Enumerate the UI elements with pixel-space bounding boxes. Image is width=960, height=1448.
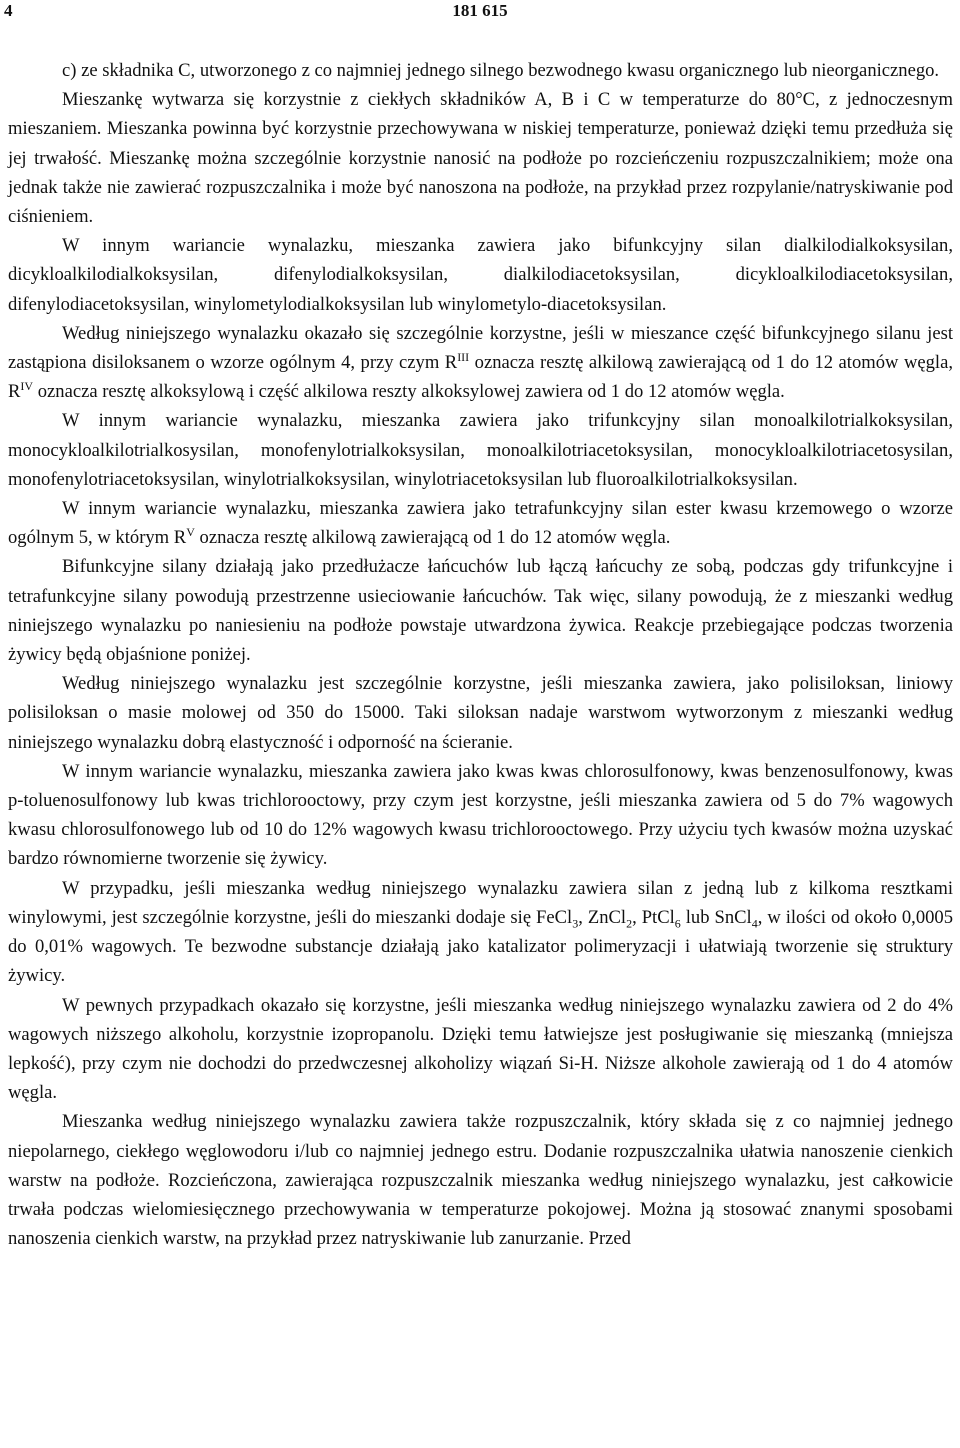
- paragraph: Według niniejszego wynalazku okazało się szczególnie korzystne, jeśli w mieszance część bifunkcyjnego silanu jest zastąpiona disiloksanem o wzorze ogólnym 4, przy czym $R^{III}$ oznacza resztę alkilową zawierającą od 1 do 12 atomów węgla, $R^{IV}$ oznacza resztę alkoksylową i część alkilowa reszty alkoksylowej zawiera od 1 do 12 atomów węgla.: [8, 322, 953, 403]
- body-text: [8, 56, 953, 1253]
- paragraph: Mieszankę wytwarza się korzystnie z ciekłych składników A, B i C w temperaturze do 80°C, z jednoczesnym mieszaniem. Mieszanka powinna być korzystnie przechowywana w niskiej temperaturze, ponieważ dzięki temu przedłuża się jej trwałość. Mieszankę można szczególnie korzystnie nanosić na podłoże po rozcieńczeniu rozpuszczalnikiem; może ona jednak także nie zawierać rozpuszczalnika i może być nanoszona na podłoże, na przykład przez rozpylanie/natryskiwanie pod ciśnieniem.: [8, 89, 953, 228]
- page-number: 4: [4, 1, 13, 20]
- paragraph: W innym wariancie wynalazku, mieszanka zawiera jako kwas kwas chlorosulfonowy, kwas benzenosulfonowy, kwas p-toluenosulfonowy lub kwas trichlorooctowy, przy czym jest korzystne, jeśli mieszanka zawiera od 5 do 7% wagowych kwasu chlorosulfonowego lub od 10 do 12% wagowych kwasu trichlorooctowego. Przy użyciu tych kwasów można uzyskać bardzo równomierne tworzenie się żywicy.: [8, 760, 953, 870]
- paragraph: W innym wariancie wynalazku, mieszanka zawiera jako bifunkcyjny silan dialkilodialkoksysilan, dicykloalkilodialkoksysilan, difenylodialkoksysilan, dialkilodiacetoksysilan, dicykloalkilodiacetoksysilan, difenylodiacetoksysilan, winylometylodialkoksysilan lub winylometylo-diacetoksysilan.: [8, 235, 953, 315]
- paragraph: c) ze składnika C, utworzonego z co najmniej jednego silnego bezwodnego kwasu organicznego lub nieorganicznego.: [62, 60, 940, 81]
- paragraph: W innym wariancie wynalazku, mieszanka zawiera jako trifunkcyjny silan monoalkilotrialkoksysilan, monocykloalkilotrialkosysilan, monofenylotrialkoksysilan, monoalkilotriacetoksysilan, monocykloalkilotriacetosysilan, monofenylotriacetoksysilan, winylotrialkoksysilan, winylotriacetoksysilan lub fluoroalkilotrialkoksysilan.: [8, 410, 953, 490]
- paragraph: Według niniejszego wynalazku jest szczególnie korzystne, jeśli mieszanka zawiera, jako polisiloksan, liniowy polisiloksan o masie molowej od 350 do 15000. Taki siloksan nadaje warstwom wytworzonym z mieszanki według niniejszego wynalazku dobrą elastyczność i odporność na ścieranie.: [8, 673, 953, 753]
- paragraph: W innym wariancie wynalazku, mieszanka zawiera jako tetrafunkcyjny silan ester kwasu krzemowego o wzorze ogólnym 5, w którym $R^V$ oznacza resztę alkilową zawierającą od 1 do 12 atomów węgla.: [8, 498, 953, 549]
- document-number: 181 615: [452, 1, 508, 20]
- paragraph: Mieszanka według niniejszego wynalazku zawiera także rozpuszczalnik, który składa się z co najmniej jednego niepolarnego, ciekłego węglowodoru i/lub co najmniej jednego estru. Dodanie rozpuszczalnika ułatwia nanoszenie cienkich warstw na podłoże. Rozcieńczona, zawierająca rozpuszczalnik mieszanka według niniejszego wynalazku, jest całkowicie trwała podczas wielomiesięcznego przechowywania w temperaturze pokojowej. Można ją stosować znanymi sposobami nanoszenia cienkich warstw, na przykład przez natryskiwanie lub zanurzanie. Przed: [8, 1111, 953, 1250]
- paragraph: Bifunkcyjne silany działają jako przedłużacze łańcuchów lub łączą łańcuchy ze sobą, podczas gdy trifunkcyjne i tetrafunkcyjne silany powodują przestrzenne usieciowanie łańcuchów. Tak więc, silany powodują, że z mieszanki według niniejszego wynalazku po naniesieniu na podłoże powstaje utwardzona żywica. Reakcje przebiegające podczas tworzenia żywicy będą objaśnione poniżej.: [8, 556, 953, 666]
- paragraph: W przypadku, jeśli mieszanka według niniejszego wynalazku zawiera silan z jedną lub z kilkoma resztkami winylowymi, jest szczególnie korzystne, jeśli do mieszanki dodaje się FeCl$_3$, ZnCl$_2$, PtCl$_6$ lub SnCl$_4$, w ilości od około 0,0005 do 0,01% wagowych. Te bezwodne substancje działają jako katalizator polimeryzacji i ułatwiają tworzenie się struktury żywicy.: [8, 877, 954, 987]
- paragraph: W pewnych przypadkach okazało się korzystne, jeśli mieszanka według niniejszego wynalazku zawiera od 2 do 4% wagowych niższego alkoholu, korzystnie izopropanolu. Dzięki temu łatwiejsze jest posługiwanie się mieszanką (mniejsza lepkość), przy czym nie dochodzi do przedwczesnej alkoholizy wiązań Si-H. Niższe alkohole zawierają od 1 do 4 atomów węgla.: [8, 994, 953, 1104]
